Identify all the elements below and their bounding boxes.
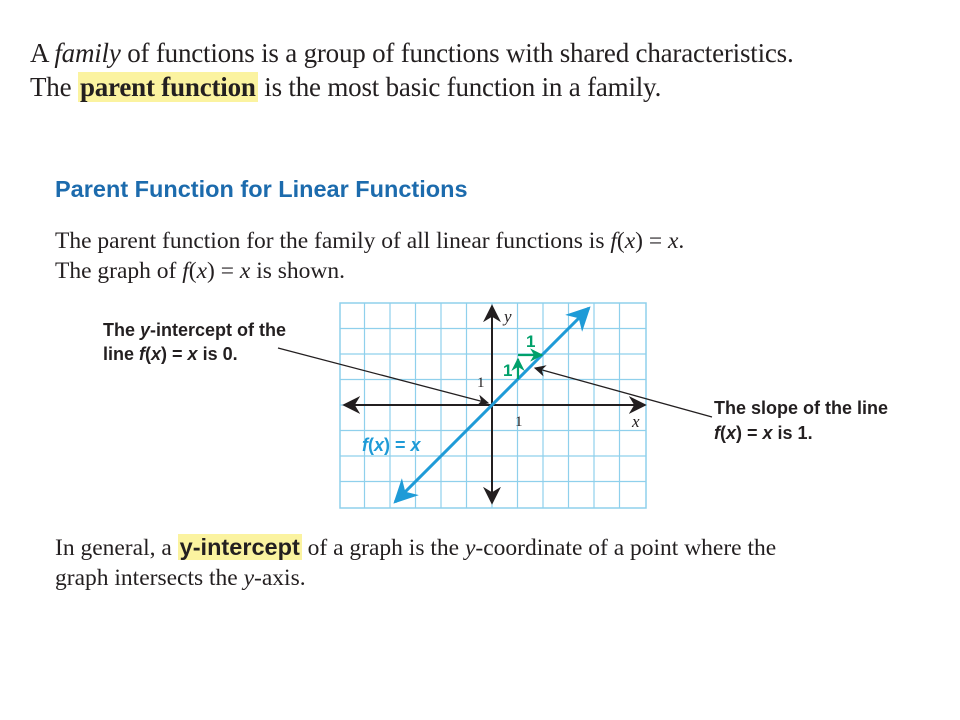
body-text: -axis. [254, 565, 306, 591]
function-line-label [362, 435, 422, 455]
slope-callout-line-1: The slope of the line [714, 398, 889, 418]
intro-text: The [30, 72, 78, 102]
math-paren: ( [368, 435, 374, 455]
x-axis-label: x [632, 412, 640, 431]
callout-text: is 1. [772, 423, 813, 443]
rise-label: 1 [503, 361, 513, 380]
pointer-to-slope [535, 368, 712, 417]
callout-text: -intercept of the [150, 320, 287, 340]
body-text: The graph of [55, 258, 183, 284]
run-label: 1 [526, 332, 536, 351]
math-f: f [714, 423, 720, 443]
callout-text: is 0. [197, 344, 238, 364]
slope-callout-line-2 [714, 423, 813, 444]
math-x: x [624, 228, 636, 254]
math-eq: ) = [384, 435, 411, 455]
math-y: y [464, 535, 476, 561]
math-x: x [196, 258, 208, 284]
body-text: graph intersects the [55, 565, 244, 591]
math-x: x [667, 228, 679, 254]
intro-text: of functions is a group of functions with shared characteristics. [120, 38, 794, 68]
term-parent-function: parent function [79, 72, 256, 102]
body-text: -coordinate of a point where the [475, 535, 777, 561]
general-line-2 [55, 565, 306, 592]
math-eq: ) = [736, 423, 763, 443]
intro-text: is the most basic function in a family. [257, 72, 662, 102]
math-x: x [726, 423, 737, 443]
section-heading: Parent Function for Linear Functions [55, 176, 468, 202]
math-paren: ( [145, 344, 152, 364]
term-family: family [54, 38, 121, 68]
body-text: In general, a [55, 535, 178, 561]
y-tick-label: 1 [477, 375, 485, 391]
math-x: x [374, 435, 385, 455]
math-f: f [610, 228, 617, 254]
math-f: f [182, 258, 189, 284]
math-eq: ) = [161, 344, 188, 364]
math-x: x [239, 258, 251, 284]
math-x: x [410, 435, 421, 455]
math-x: x [762, 423, 773, 443]
math-f: f [362, 435, 368, 455]
y-axis-label: y [504, 307, 512, 326]
general-line-1 [55, 534, 776, 562]
math-paren: ( [720, 423, 726, 443]
intro-text: A [30, 38, 55, 68]
math-paren: ( [188, 258, 197, 284]
callout-text: The [103, 320, 141, 340]
math-paren: ( [616, 228, 625, 254]
math-x: x [187, 344, 198, 364]
math-eq: ) = [207, 258, 240, 284]
intercept-callout-line-2 [103, 344, 238, 365]
body-text: . [678, 228, 685, 254]
term-y-intercept: y-intercept [179, 534, 300, 560]
math-y: y [243, 565, 255, 591]
math-y: y [140, 320, 151, 340]
body-text: is shown. [250, 258, 345, 284]
intercept-callout-line-1 [103, 320, 286, 341]
body-text: of a graph is the [301, 535, 465, 561]
x-tick-label: 1 [515, 414, 523, 430]
math-eq: ) = [635, 228, 668, 254]
pointer-to-intercept [278, 348, 488, 403]
math-x: x [151, 344, 162, 364]
body-text: The parent function for the family of all linear functions is [55, 228, 611, 254]
math-f: f [139, 344, 146, 364]
callout-text: line [103, 344, 140, 364]
